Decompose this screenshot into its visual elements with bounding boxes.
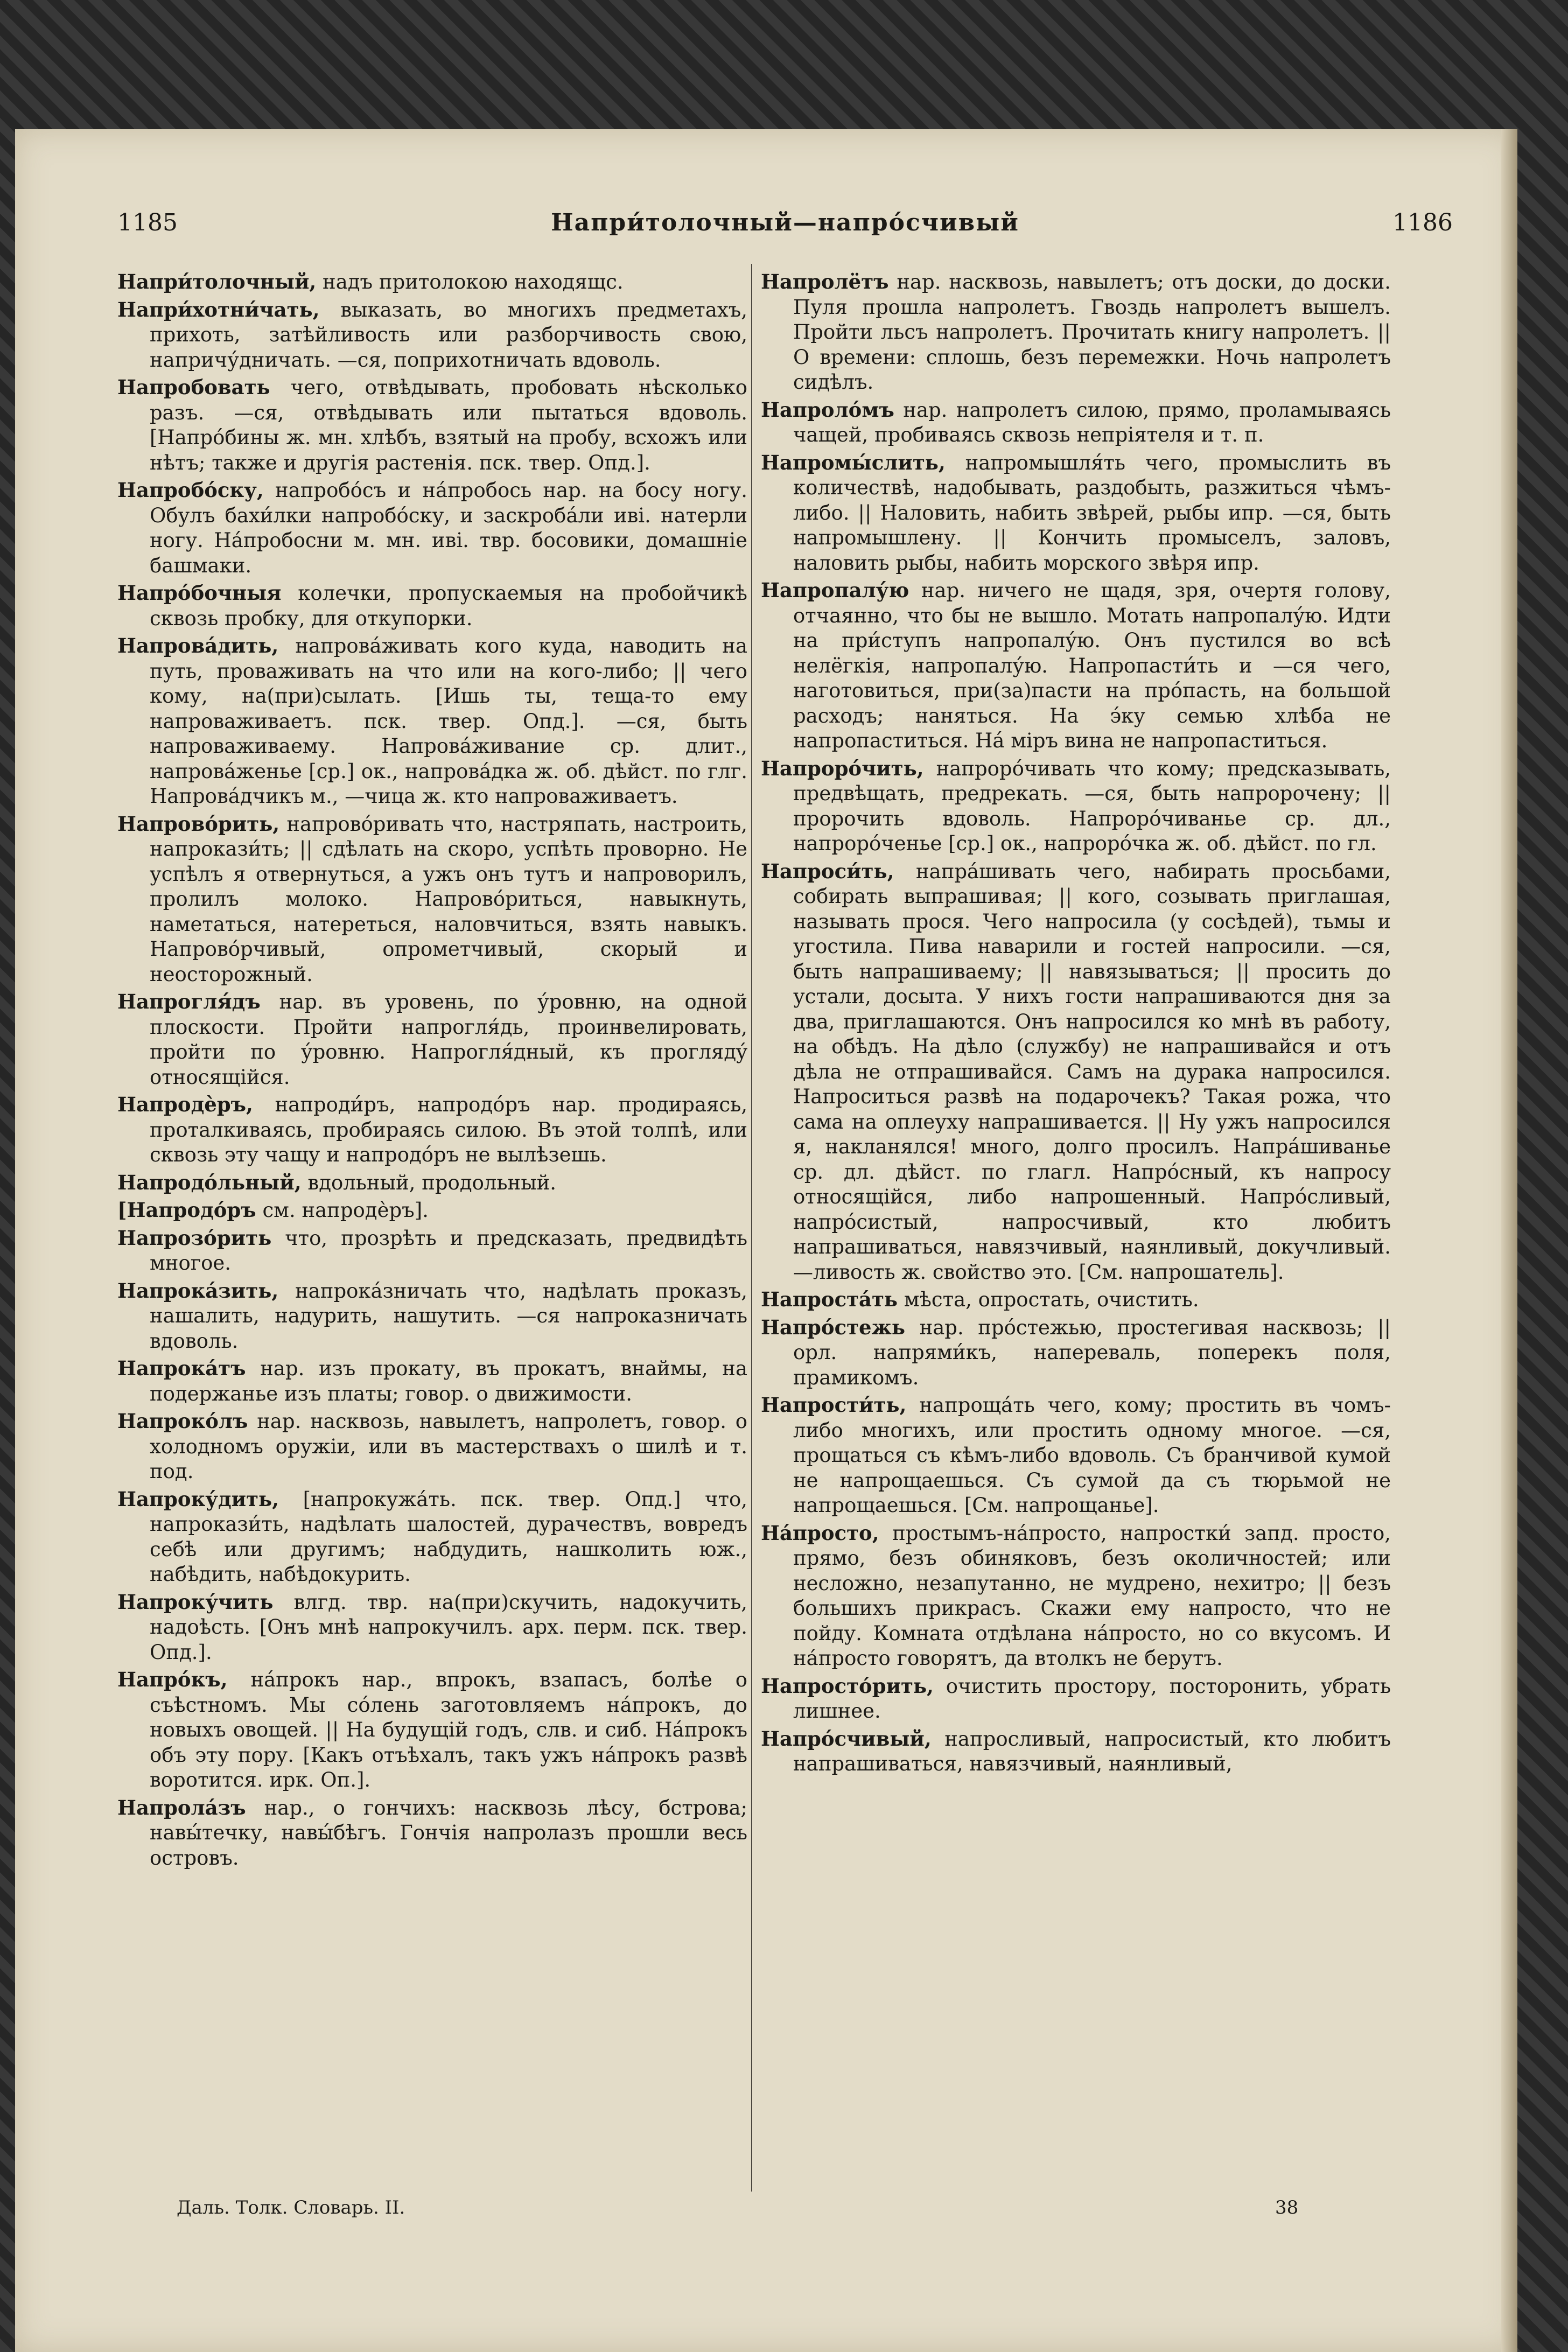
entry-definition: простымъ-на́просто, напростки́ запд. просто, прямо, безъ обиняковъ, безъ околичностей; или несложно, незапутанно, не мудрено, нехитро; || безъ большихъ прикрасъ. Скажи ему напросто, что не пойду. Комната отдѣлана на́просто, но со вкусомъ. И на́просто говорятъ, да втолкъ не берутъ. (793, 1521, 1391, 1670)
entry-headword: Напроро́чить, (761, 756, 924, 780)
dictionary-entry (761, 1315, 1391, 1391)
entry-definition: нар., о гончихъ: насквозь лѣсу, бстрова; навы́течку, навы́бѣгъ. Гончія напролазъ прошли весь островъ. (150, 1796, 747, 1870)
entry-headword: [Напродо́ръ (117, 1198, 256, 1222)
entry-definition: см. напродѐръ]. (262, 1199, 429, 1222)
entry-headword: Напромы́слить, (761, 450, 946, 474)
dictionary-entry (117, 1590, 747, 1665)
dictionary-entry (117, 269, 747, 295)
entry-definition: напрова́живать кого куда, наводить на путь, проваживать на что или на кого-либо; || чего кому, на(при)сылать. [Ишь ты, теща-то ему напроваживаетъ. пск. твер. Опд.]. —ся, быть напроваживаему. Напрова́живание ср. длит., напрова́женье [ср.] ок., напрова́дка ж. об. дѣйст. по глг. Напрова́дчикъ м., —чица ж. кто напроваживаетъ. (150, 634, 747, 808)
dictionary-entry (761, 1392, 1391, 1518)
entry-headword: Напроку́дить, (117, 1487, 279, 1511)
entry-definition: мѣста, опростать, очистить. (904, 1288, 1199, 1311)
dictionary-entry (761, 756, 1391, 857)
entry-headword: Напроку́чить (117, 1590, 274, 1614)
dictionary-entry (117, 375, 747, 475)
entry-definition: влгд. твр. на(при)скучить, надокучить, надоѣсть. [Онъ мнѣ напрокучилъ. арх. перм. пск. твер. Опд.]. (150, 1590, 747, 1664)
column-divider (751, 264, 752, 2192)
entry-headword: Напро́счивый, (761, 1726, 932, 1751)
entry-headword: Напрозо́рить (117, 1226, 272, 1250)
dictionary-entry (117, 580, 747, 631)
dictionary-entry (761, 450, 1391, 576)
page-number-right: 1186 (1392, 209, 1453, 236)
entry-definition: напрово́ривать что, настряпать, настроить, напрокази́ть; || сдѣлать на скоро, успѣть проворно. Не успѣлъ я отвернуться, а ужъ онъ тутъ и напроворилъ, пролилъ молоко. Напрово́риться, навыкнуть, наметаться, натереться, наловчиться, взять навыкъ. Напрово́рчивый, опрометчивый, скорый и неосторожный. (150, 812, 747, 986)
entry-definition: напроди́ръ, напродóръ нар. продираясь, проталкиваясь, пробираясь силою. Въ этой толпѣ, или сквозь эту чащу и напродóръ не вылѣзешь. (150, 1093, 747, 1166)
entry-headword: Напробо́ску, (117, 478, 264, 502)
dictionary-entry (117, 478, 747, 578)
entry-headword: Напродѐръ, (117, 1093, 253, 1116)
dictionary-entry (117, 1667, 747, 1793)
entry-definition: очистить простору, посторонить, убрать лишнее. (793, 1674, 1391, 1723)
entry-headword: Напроко́лъ (117, 1409, 248, 1433)
entry-headword: Напросто́рить, (761, 1674, 934, 1698)
entry-headword: Напролётъ (761, 270, 889, 293)
entry-definition: вдольный, продольный. (307, 1171, 557, 1194)
dictionary-entry (117, 1409, 747, 1485)
dictionary-entry (761, 578, 1391, 754)
entry-headword: Напри́хотни́чать, (117, 297, 320, 321)
entry-definition: выказать, во многихъ предметахъ, прихоть, затѣйливость или разборчивость свою, напричу́дничать. —ся, поприхотничать вдоволь. (150, 298, 747, 372)
dictionary-entry (761, 269, 1391, 395)
dictionary-entry (117, 811, 747, 988)
entry-definition: надъ притолокою находящс. (323, 270, 624, 293)
entry-definition: нар. насквозь, навылетъ; отъ доски, до доски. Пуля прошла напролетъ. Гвоздь напролетъ вышелъ. Пройти льсъ напролетъ. Прочитать книгу напролетъ. || О времени: сплошь, безъ перемежки. Ночь напролетъ сидѣлъ. (793, 270, 1391, 394)
book-page (15, 129, 1517, 2352)
dictionary-entry (117, 297, 747, 373)
entry-definition: нар. въ уровень, по у́ровню, на одной плоскости. Пройти напрогля́дь, проинвелировать, пройти по у́ровню. Напрогля́дный, къ проглядý относящійся. (150, 990, 747, 1089)
entry-headword: Напрово́рить, (117, 811, 280, 836)
entry-headword: Напропалу́ю (761, 578, 909, 602)
dictionary-entry (761, 397, 1391, 448)
entry-headword: Напроло́мъ (761, 397, 894, 422)
dictionary-entry (761, 859, 1391, 1285)
entry-headword: Напрока́тъ (117, 1356, 246, 1380)
dictionary-entry (761, 1521, 1391, 1671)
footer-signature: Даль. Толк. Словарь. II. (177, 2197, 405, 2218)
entry-headword: Напрова́дить, (117, 634, 279, 657)
entry-definition: напромышля́ть чего, промыслить въ количествѣ, надобывать, раздобыть, разжиться чѣмъ-либо. || Наловить, набить звѣрей, рыбы ипр. —ся, быть напромышлену. || Кончить промыселъ, заловъ, наловить рыбы, набить морского звѣря ипр. (793, 451, 1391, 575)
running-title: Напри́толочный—напро́счивый (551, 209, 1019, 236)
entry-headword: На́просто, (761, 1521, 879, 1545)
dictionary-entry (761, 1287, 1391, 1313)
dictionary-entry (117, 1226, 747, 1276)
entry-headword: Напро́къ, (117, 1668, 228, 1691)
entry-headword: Напроси́ть, (761, 859, 894, 883)
entry-definition: на́прокъ нар., впрокъ, взапасъ, болѣе о съѣстномъ. Мы сóлень заготовляемъ на́прокъ, до новыхъ овощей. || На будущій годъ, слв. и сиб. На́прокъ объ эту пору. [Какъ отъѣхалъ, такъ ужъ на́прокъ развѣ воротится. ирк. Оп.]. (150, 1668, 747, 1791)
entry-definition: напра́шивать чего, набирать просьбами, собирать выпрашивая; || кого, созывать приглашая, называть прося. Чего напросила (у сосѣдей), тьмы и угостила. Пива наварили и гостей напросили. —ся, быть напрашиваему; || навязываться; || просить до устали, досыта. У нихъ гости напрашиваются дня за два, приглашаются. Онъ напросился ко мнѣ въ работу, на обѣдъ. На дѣло (службу) не напрашивайся и отъ дѣла не отпрашивайся. Самъ на дурака напросился. Напроситься развѣ на подарочекъ? Такая рожа, что сама на оплеуху напрашивается. || Ну ужъ напросился я, накланялся! много, долго просилъ. Напра́шиванье ср. дл. дѣйст. по глагл. Напро́сный, къ напросу относящійся, либо напрошенный. Напро́сливый, напро́систый, напросчивый, кто любитъ напрашиваться, навязчивый, наянливый, докучливый. —ливость ж. свойство это. [См. напрошатель]. (793, 859, 1391, 1284)
dictionary-entry (117, 1092, 747, 1168)
entry-headword: Напрости́ть, (761, 1393, 907, 1417)
entry-definition: нар. ничего не щадя, зря, очертя голову, отчаянно, что бы не вышло. Мотать напропалу́ю. Идти на при́ступъ напропалу́ю. Онъ пустился во всѣ нелёгкія, напропалу́ю. Напропасти́ть и —ся чего, наготовиться, при(за)пасти на про́пасть, на большой расходъ; наняться. На э́ку семью хлѣба не напропаститься. На́ міръ вина не напропаститься. (793, 579, 1391, 752)
entry-definition: чего, отвѣдывать, пробовать нѣсколько разъ. —ся, отвѣдывать или пытаться вдоволь. [Напро́бины ж. мн. хлѣбъ, взятый на пробу, всхожъ или нѣтъ; также и другія растенія. пск. твер. Опд.]. (150, 376, 747, 474)
entry-definition: нар. изъ прокату, въ прокатъ, внаймы, на подержанье изъ платы; говор. о движимости. (150, 1357, 747, 1405)
left-column (117, 269, 747, 1873)
dictionary-entry (117, 1356, 747, 1406)
dictionary-entry (117, 633, 747, 809)
dictionary-entry (117, 1795, 747, 1871)
right-column (761, 269, 1391, 1779)
entry-definition: [напрокужа́ть. пск. твер. Опд.] что, напрокази́ть, надѣлать шалостей, дурачествъ, вовредъ себѣ или другимъ; набдудить, нашколить юж., набѣдить, набѣдокурить. (150, 1487, 747, 1586)
entry-headword: Напрока́зить, (117, 1278, 279, 1303)
dictionary-entry (117, 1198, 747, 1223)
dictionary-entry (761, 1674, 1391, 1724)
page-header (117, 209, 1453, 247)
dictionary-entry (117, 1278, 747, 1354)
page-number-left: 1185 (117, 209, 178, 236)
dictionary-entry (761, 1726, 1391, 1777)
entry-definition: напроро́чивать что кому; предсказывать, предвѣщать, предрекать. —ся, быть напророчену; || пророчить вдоволь. Напроро́чиванье ср. дл., напроро́ченье [ср.] ок., напроро́чка ж. об. дѣйст. по гл. (793, 757, 1391, 855)
entry-headword: Напробовать (117, 375, 270, 399)
dictionary-entry (117, 1170, 747, 1196)
entry-definition: нар. напролетъ силою, прямо, проламываясь чащей, пробиваясь сквозь непріятеля и т. п. (793, 398, 1391, 446)
entry-definition: нар. насквозь, навылетъ, напролетъ, говор. о холодномъ оружіи, или въ мастерствахъ о шилѣ и т. под. (150, 1410, 748, 1483)
entry-definition: что, прозрѣть и предсказать, предвидѣть многое. (150, 1226, 747, 1275)
entry-definition: напросливый, напросистый, кто любитъ напрашиваться, навязчивый, наянливый, (793, 1727, 1391, 1775)
entry-definition: напробо́съ и на́пробось нар. на босу ногу. Обулъ бахи́лки напробо́ску, и заскробáли иві. натерли ногу. На́пробосни м. мн. иві. твр. босовики, домашніе башмаки. (150, 479, 747, 577)
entry-headword: Напродо́льный, (117, 1170, 302, 1194)
page-edge (1501, 129, 1517, 2352)
footer-sheet-number: 38 (1275, 2197, 1299, 2218)
entry-definition: нар. про́стежью, простегивая насквозь; || орл. напрями́къ, напереваль, поперекъ поля, прамикомъ. (793, 1315, 1391, 1389)
entry-headword: Напро́стежь (761, 1315, 906, 1339)
dictionary-entry (117, 1487, 747, 1587)
entry-definition: напроща́ть чего, кому; простить въ чомъ-либо многихъ, или простить одному многое. —ся, прощаться съ кѣмъ-либо вдоволь. Съ бранчивой кумой не напрощаешься. Съ сумой да съ тюрьмой не напрощаешься. [См. напрощанье]. (793, 1394, 1391, 1517)
entry-definition: напрока́зничать что, надѣлать проказъ, нашалить, надурить, нашутить. —ся напроказничать вдоволь. (150, 1279, 747, 1353)
entry-definition: колечки, пропускаемыя на пробойчикѣ сквозь пробку, для откупорки. (150, 582, 747, 630)
dictionary-entry (117, 989, 747, 1090)
entry-headword: Напроста́ть (761, 1287, 898, 1311)
entry-headword: Напрола́зъ (117, 1795, 246, 1819)
entry-headword: Напри́толочный, (117, 270, 317, 293)
entry-headword: Напро́бочныя (117, 581, 282, 605)
entry-headword: Напрогля́дъ (117, 990, 261, 1013)
